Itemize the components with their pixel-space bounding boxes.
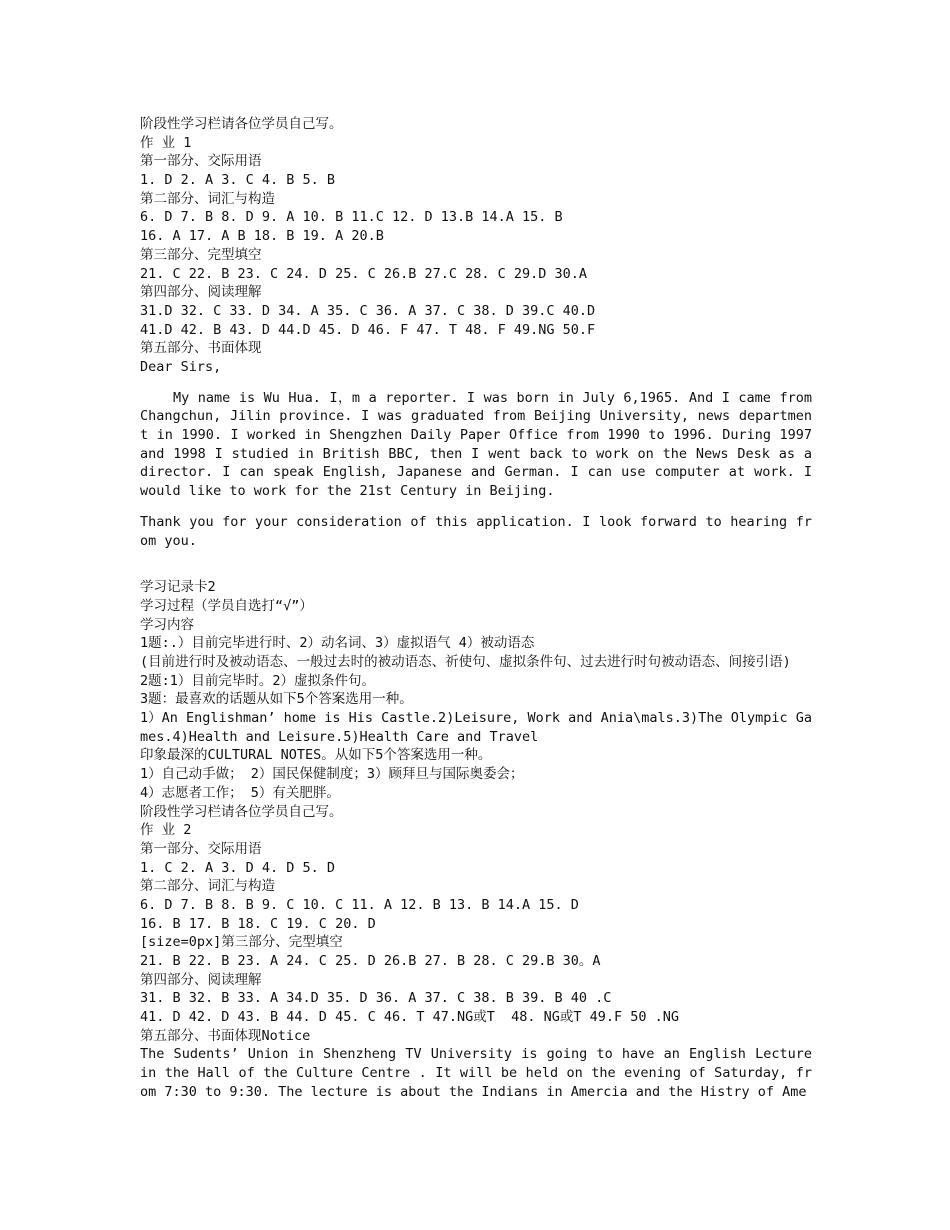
answer-line: 6. D 7. B 8. D 9. A 10. B 11.C 12. D 13.B 14.A 15. B bbox=[140, 209, 563, 226]
section-heading: [size=0px]第三部分、完型填空 bbox=[140, 934, 343, 951]
homework-title: 作 业 1 bbox=[140, 134, 192, 151]
spacer bbox=[140, 501, 812, 513]
answer-line: 21. C 22. B 23. C 24. D 25. C 26.B 27.C 28. C 29.D 30.A bbox=[140, 265, 588, 282]
study-process: 学习过程（学员自选打“√”） bbox=[140, 597, 313, 614]
study-content: 学习内容 bbox=[140, 616, 194, 633]
letter-greeting: Dear Sirs, bbox=[140, 358, 222, 375]
answer-line: 1. D 2. A 3. C 4. B 5. B bbox=[140, 172, 336, 189]
answer-line: 41.D 42. B 43. D 44.D 45. D 46. F 47. T 48. F 49.NG 50.F bbox=[140, 321, 596, 338]
question-1-note: (目前进行时及被动语态、一般过去时的被动语态、祈使句、虚拟条件句、过去进行时句被动语态、间接引语) bbox=[140, 654, 791, 670]
answer-line: 16. B 17. B 18. C 19. C 20. D bbox=[140, 915, 376, 932]
section-heading: 第三部分、完型填空 bbox=[140, 246, 262, 263]
homework-title: 作 业 2 bbox=[140, 822, 192, 839]
answer-line: 6. D 7. B 8. B 9. C 10. C 11. A 12. B 13. B 14.A 15. D bbox=[140, 896, 579, 913]
section-heading: 第四部分、阅读理解 bbox=[140, 284, 262, 301]
answer-line: 21. B 22. B 23. A 24. C 25. D 26.B 27. B 28. C 29.B 30。A bbox=[140, 953, 601, 970]
section-heading: 第二部分、词汇与构造 bbox=[140, 190, 275, 207]
question-3-options: 1）An Englishman’ home is His Castle.2)Leisure, Work and Ania\mals.3)The Olympic Games.4)Health and Leisure.5)Health Care and Travel bbox=[140, 710, 812, 745]
section-heading: 第五部分、书面体现 bbox=[140, 340, 262, 357]
cultural-notes-heading: 印象最深的CULTURAL NOTES。从如下5个答案选用一种。 bbox=[140, 747, 492, 764]
question-2: 2题:1）目前完毕时。2）虚拟条件句。 bbox=[140, 672, 376, 689]
question-3: 3题：最喜欢的话题从如下5个答案选用一种。 bbox=[140, 691, 413, 708]
letter-closing: Thank you for your consideration of this application. I look forward to hearing from you. bbox=[140, 513, 812, 549]
document-page bbox=[140, 115, 812, 1102]
cultural-notes-options: 1）自己动手做； 2）国民保健制度；3）顾拜旦与国际奥委会； bbox=[140, 766, 524, 783]
section-heading: 第五部分、书面体现Notice bbox=[140, 1027, 311, 1044]
answer-line: 1. C 2. A 3. D 4. D 5. D bbox=[140, 859, 336, 876]
study-note: 阶段性学习栏请各位学员自己写。 bbox=[140, 116, 343, 132]
question-1: 1题:.）目前完毕进行时、2）动名词、3）虚拟语气 4）被动语态 bbox=[140, 635, 535, 652]
spacer bbox=[140, 550, 812, 578]
study-note: 阶段性学习栏请各位学员自己写。 bbox=[140, 803, 343, 820]
notice-body: The Sudents’ Union in Shenzheng TV University is going to have an English Lecture in the Hall of the Culture Centre . It will be held on the evening of Saturday, from 7:30 to 9:30. The lecture is about the Indians in Amercia and the Histry of Ame bbox=[140, 1046, 812, 1100]
letter-body: My name is Wu Hua. I，m a reporter. I was born in July 6,1965. And I came from Changchun, Jilin province. I was graduated from Beijing University, news department in 1990. I worked in Shengzhen Daily Paper Office from 1990 to 1996. During 1997 and 1998 I studied in British BBC, then I went back to work on the News Desk as a director. I can speak English, Japanese and German. I can use computer at work. I would like to work for the 21st Century in Beijing. bbox=[140, 389, 812, 500]
section-heading: 第二部分、词汇与构造 bbox=[140, 878, 275, 895]
spacer bbox=[140, 377, 812, 389]
section-heading: 第一部分、交际用语 bbox=[140, 840, 262, 857]
answer-line: 16. A 17. A B 18. B 19. A 20.B bbox=[140, 228, 384, 245]
section-heading: 第一部分、交际用语 bbox=[140, 153, 262, 170]
cultural-notes-options: 4）志愿者工作； 5）有关肥胖。 bbox=[140, 784, 340, 801]
answer-line: 31. B 32. B 33. A 34.D 35. D 36. A 37. C 38. B 39. B 40 .C bbox=[140, 990, 612, 1007]
section-heading: 第四部分、阅读理解 bbox=[140, 971, 262, 988]
answer-line: 41. D 42. D 43. B 44. D 45. C 46. T 47.NG或T 48. NG或T 49.F 50 .NG bbox=[140, 1009, 680, 1026]
record-card-title: 学习记录卡2 bbox=[140, 579, 216, 596]
answer-line: 31.D 32. C 33. D 34. A 35. C 36. A 37. C 38. D 39.C 40.D bbox=[140, 302, 596, 319]
